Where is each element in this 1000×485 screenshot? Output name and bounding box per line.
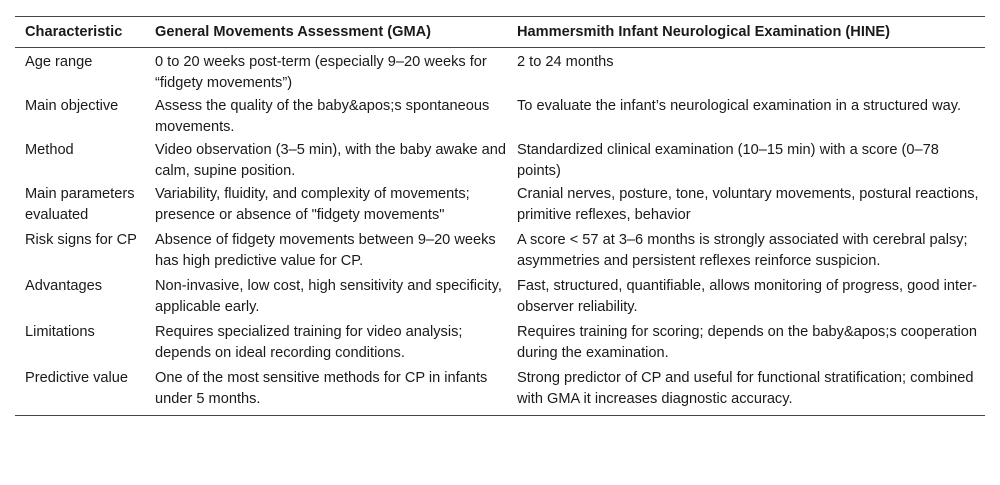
row-label: Advantages bbox=[25, 278, 103, 294]
gma-cell: One of the most sensitive methods for CP in infants under 5 months. bbox=[145, 367, 507, 416]
hine-cell: Requires training for scoring; depends on the baby&apos;s cooperation during the examination. bbox=[517, 324, 977, 361]
row-label: Main parameters evaluated bbox=[25, 186, 135, 223]
row-label: Risk signs for CP bbox=[25, 232, 137, 248]
gma-cell: Assess the quality of the baby&apos;s spontaneous movements. bbox=[155, 98, 490, 135]
header-row bbox=[15, 17, 985, 48]
header-gma: General Movements Assessment (GMA) bbox=[145, 17, 507, 48]
hine-cell: 2 to 24 months bbox=[517, 54, 614, 70]
table-row bbox=[15, 367, 985, 416]
comparison-table bbox=[15, 16, 985, 416]
gma-cell: Video observation (3–5 min), with the baby awake and calm, supine position. bbox=[155, 142, 507, 179]
hine-cell: Cranial nerves, posture, tone, voluntary movements, postural reactions, primitive reflexes, behavior bbox=[517, 186, 979, 223]
row-label: Limitations bbox=[25, 324, 95, 340]
table-row bbox=[15, 139, 985, 183]
row-label: Main objective bbox=[25, 98, 119, 114]
comparison-table-container bbox=[15, 16, 985, 416]
hine-cell: Standardized clinical examination (10–15 min) with a score (0–78 points) bbox=[517, 142, 939, 179]
hine-cell: Strong predictor of CP and useful for functional stratification; combined with GMA it increases diagnostic accuracy. bbox=[507, 367, 985, 416]
table-row bbox=[15, 183, 985, 229]
gma-cell: 0 to 20 weeks post-term (especially 9–20 weeks for “fidgety movements”) bbox=[155, 54, 487, 91]
header-hine: Hammersmith Infant Neurological Examination (HINE) bbox=[507, 17, 985, 48]
gma-cell: Non-invasive, low cost, high sensitivity and specificity, applicable early. bbox=[155, 278, 502, 315]
table-row bbox=[15, 321, 985, 367]
gma-cell: Absence of fidgety movements between 9–20 weeks has high predictive value for CP. bbox=[155, 232, 496, 269]
table-row bbox=[15, 48, 985, 96]
table-row bbox=[15, 95, 985, 139]
row-label: Method bbox=[25, 142, 74, 158]
table-row bbox=[15, 275, 985, 321]
hine-cell: Fast, structured, quantifiable, allows monitoring of progress, good inter-observer reliability. bbox=[517, 278, 977, 315]
table-row bbox=[15, 229, 985, 275]
gma-cell: Requires specialized training for video analysis; depends on ideal recording conditions. bbox=[155, 324, 463, 361]
gma-cell: Variability, fluidity, and complexity of movements; presence or absence of "fidgety movements" bbox=[155, 186, 470, 223]
header-characteristic: Characteristic bbox=[15, 17, 145, 48]
row-label: Predictive value bbox=[15, 367, 145, 416]
row-label: Age range bbox=[25, 54, 93, 70]
hine-cell: To evaluate the infant’s neurological examination in a structured way. bbox=[517, 98, 962, 114]
hine-cell: A score < 57 at 3–6 months is strongly associated with cerebral palsy; asymmetries and persistent reflexes reinforce suspicion. bbox=[517, 232, 968, 269]
